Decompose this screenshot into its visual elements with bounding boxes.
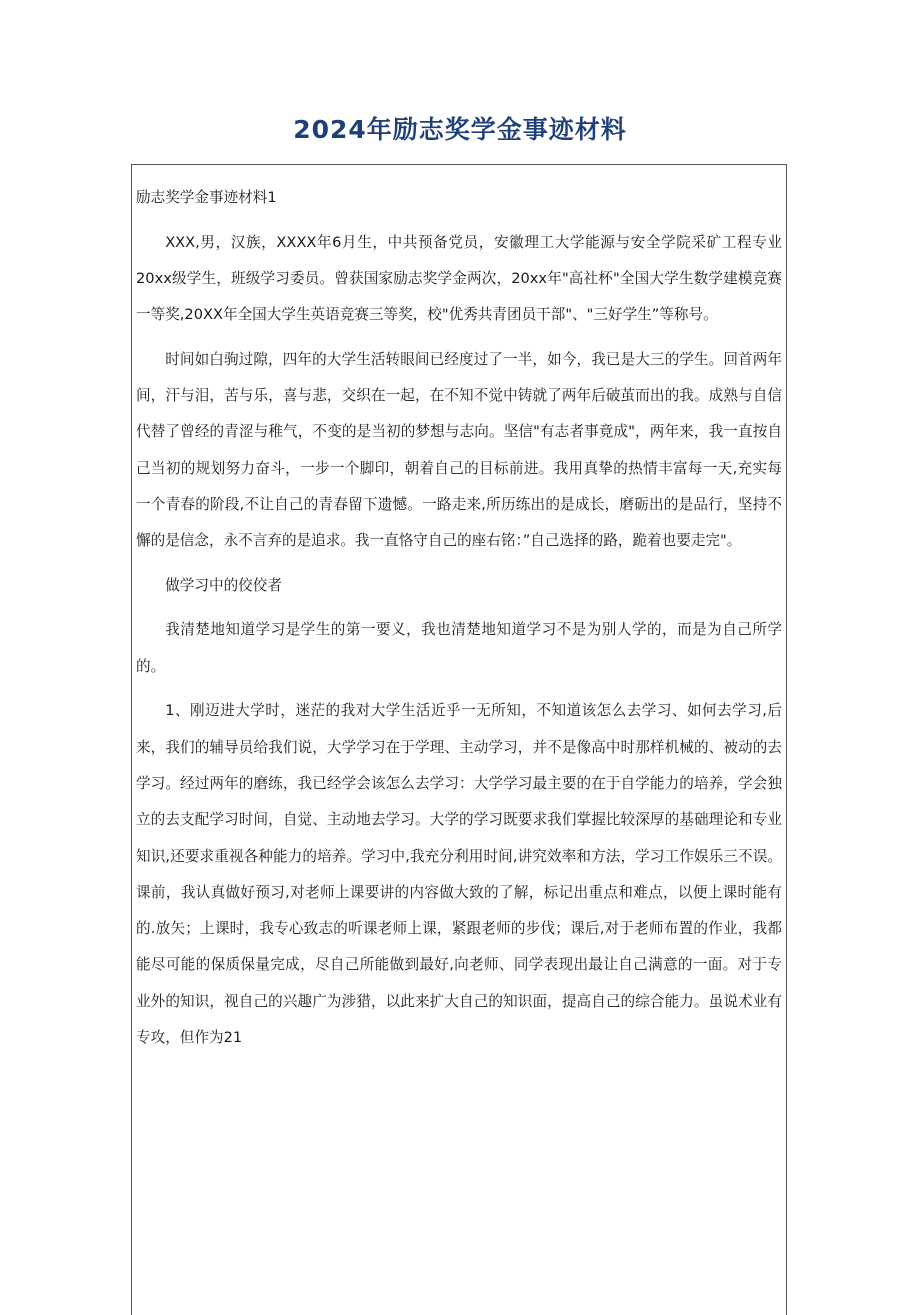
paragraph-intro: XXX,男，汉族，XXXX年6月生，中共预备党员，安徽理工大学能源与安全学院采矿工程专业20xx级学生，班级学习委员。曾获国家励志奖学金两次，20xx年"高社杯"全国大学生数学建模竞赛一等奖,20XX年全国大学生英语竞赛三等奖，校"优秀共青团员干部"、"三好学生”等称号。 <box>136 233 782 324</box>
paragraph-reflection: 时间如白驹过隙，四年的大学生活转眼间已经度过了一半，如今，我已是大三的学生。回首两年间，汗与泪，苦与乐，喜与悲，交织在一起，在不知不觉中铸就了两年后破茧而出的我。成熟与自信代替了曾经的青涩与稚气，不变的是当初的梦想与志向。坚信"有志者事竟成"，两年来，我一直按自己当初的规划努力奋斗，一步一个脚印，朝着自己的目标前进。我用真挚的热情丰富每一天,充实每一个青春的阶段,不让自己的青春留下遗憾。一路走来,所历练出的是成长，磨砺出的是品行，坚持不懈的是信念，永不言弃的是追求。我一直恪守自己的座右铭：”自己选择的路，跪着也要走完"。 <box>136 350 782 550</box>
subheading-study: 做学习中的佼佼者 <box>165 576 282 594</box>
paragraph-study-purpose: 我清楚地知道学习是学生的第一要义，我也清楚地知道学习不是为别人学的，而是为自己所学的。 <box>136 621 782 675</box>
paragraph-study-method: 1、刚迈进大学时，迷茫的我对大学生活近乎一无所知，不知道该怎么去学习、如何去学习,后来，我们的辅导员给我们说，大学学习在于学理、主动学习，并不是像高中时那样机械的、被动的去学习。经过两年的磨练，我已经学会该怎么去学习：大学学习最主要的在于自学能力的培养，学会独立的去支配学习时间，自觉、主动地去学习。大学的学习既要求我们掌握比较深厚的基础理论和专业知识,还要求重视各种能力的培养。学习中,我充分利用时间,讲究效率和方法，学习工作娱乐三不误。课前，我认真做好预习,对老师上课要讲的内容做大致的了解，标记出重点和难点，以便上课时能有的.放矢；上课时，我专心致志的听课老师上课，紧跟老师的步伐；课后,对于老师布置的作业，我都能尽可能的保质保量完成，尽自己所能做到最好,向老师、同学表现出最让自己满意的一面。对于专业外的知识，视自己的兴趣广为涉猎，以此来扩大自己的知识面，提高自己的综合能力。虽说术业有专攻，但作为21 <box>136 702 782 1047</box>
document-body <box>136 180 782 1065</box>
document-title: 2024年励志奖学金事迹材料 <box>293 115 627 144</box>
section-heading: 励志奖学金事迹材料1 <box>136 189 277 206</box>
